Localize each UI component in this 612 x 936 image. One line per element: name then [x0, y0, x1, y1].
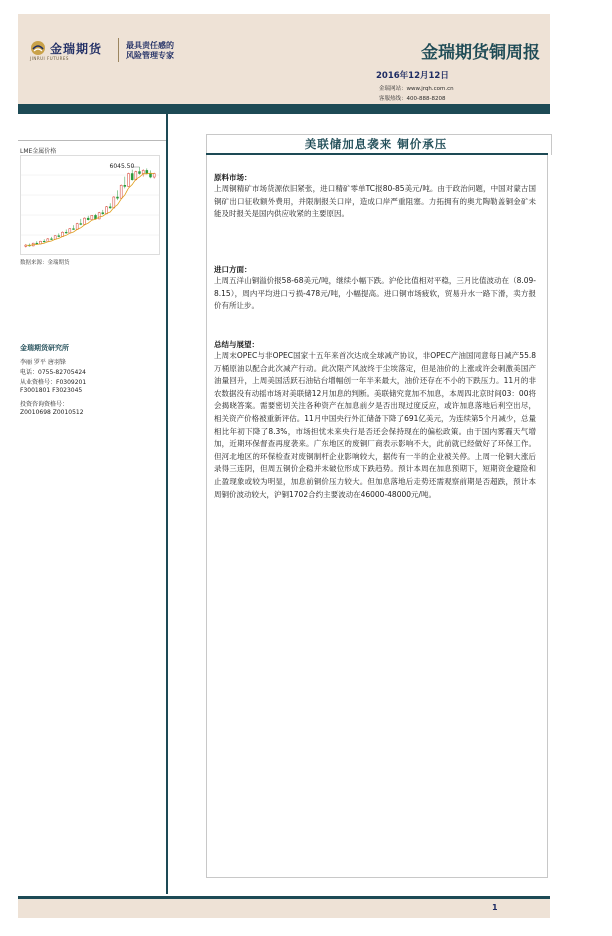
- candle-body: [131, 174, 133, 180]
- sidebar-divider: [18, 140, 166, 141]
- slogan-line-2: 风险管理专家: [126, 51, 174, 60]
- chart-frame: [21, 156, 160, 255]
- candle-body: [58, 236, 60, 237]
- candle-body: [109, 207, 111, 208]
- price-chart: [20, 155, 160, 255]
- advisory-license-number: Z0010698 Z0010512: [20, 409, 84, 416]
- candle-body: [72, 229, 74, 230]
- candle-body: [91, 215, 93, 219]
- candle-body: [142, 170, 144, 173]
- candle-body: [80, 224, 82, 225]
- report-title: 金瑞期货铜周报: [421, 43, 540, 63]
- footer-bar: [18, 896, 550, 918]
- section-body-raw-materials: 上周铜精矿市场货源依旧紧张，进口精矿零单TC报80-85美元/吨。由于政治问题，中国对蒙古国铜矿出口征收额外费用，并限制报关口岸，造成口岸严重阻塞。力拓拥有的奥尤陶勒盖铜金矿未能及时报关是国内供应收紧的主要原因。: [214, 184, 536, 219]
- article-body-box: [206, 154, 548, 878]
- chart-moving-average-line: [26, 173, 154, 245]
- hotline-text: 客服热线：400-888-8208: [379, 96, 446, 102]
- candle-body: [65, 232, 67, 233]
- section-body-imports: 上周五洋山铜溢价报58-68美元/吨，继续小幅下跌。沪伦比值相对平稳，三月比值波动在（8.09-8.15），周内平均进口亏损-478元/吨，小幅提高。进口铜市场疲软，贸易升水一路下滑，卖方报价有所让步。: [214, 276, 536, 311]
- chart-source: 数据来源：金瑞期货: [20, 260, 70, 266]
- contact-phone: 电话：0755-82705424: [20, 369, 86, 376]
- candle-body: [153, 174, 155, 178]
- candle-body: [105, 207, 107, 214]
- company-logo-icon: [30, 40, 46, 56]
- candle-body: [102, 213, 104, 214]
- logo-divider: [118, 38, 119, 62]
- candle-body: [69, 229, 71, 233]
- company-name-english: JINRUI FUTURES: [30, 56, 69, 61]
- candle-body: [36, 243, 38, 244]
- candle-body: [138, 172, 140, 174]
- footer-stripe: [18, 896, 550, 899]
- header-divider-bar: [18, 104, 550, 114]
- section-body-outlook: 上周末OPEC与非OPEC国家十五年来首次达成全球减产协议，非OPEC产油国同意每日减产55.8万桶原油以配合此次减产行动。此次限产风波终于尘埃落定，但是油价的上涨或许会刺激美国产油量回升，上周美国活跃石油钻台增幅创一年半来最大，油价还存在不小的下跌压力。11月的非农数据没有动摇市场对美联储12月加息的判断。美联储究竟加不加息，本周四北京时间03：00将会揭晓答案。需要密切关注各种资产在加息前夕是否出现过度反应，或许加息落地后利空出尽，相关资产价格被重新评估。11月中国央行外汇储备下降了691亿美元，为连续第5个月减少，总量相比年初下降了8.3%，市场担忧未来央行是否还会保持现在的偏松政策。由于国内雾霾天气增加，近期环保督查再度袭来。广东地区的废铜厂商表示影响不大，此前就已经做好了环保工作。但河北地区的环保检查对废铜制杆企业影响较大，据传有一半的企业被关停。上周一伦铜大涨后录得三连阴，但周五铜价企稳并未破位形成下跌趋势。预计本周在加息预期下，短期资金避险和止盈现象或较为明显，加息前铜价压力较大。但加息落地后走势还需观察前期是否超跌，预计本周铜价波动较大，沪铜1702合约主要波动在46000-48000元/吨。: [214, 351, 536, 499]
- candle-body: [127, 174, 129, 187]
- section-heading-outlook: 总结与展望：: [214, 340, 259, 349]
- candle-body: [43, 241, 45, 242]
- article-title-underline: [206, 153, 548, 155]
- candle-body: [149, 174, 151, 178]
- company-name: 金瑞期货: [50, 42, 103, 56]
- page-number: 1: [492, 903, 498, 912]
- candle-body: [113, 197, 115, 208]
- candle-body: [116, 197, 118, 198]
- section-heading-raw-materials: 原料市场：: [214, 173, 252, 182]
- candle-body: [98, 213, 100, 219]
- candle-body: [47, 239, 49, 242]
- candle-body: [124, 185, 126, 186]
- report-date: 2016年12月12日: [376, 71, 449, 81]
- candle-body: [76, 224, 78, 230]
- article-title: 美联储加息袭来 铜价承压: [304, 137, 448, 151]
- slogan-line-1: 最具责任感的: [126, 41, 174, 50]
- license-number: 从业资格号：F0309201: [20, 379, 87, 386]
- advisory-license-label: 投资咨询资格号：: [20, 401, 69, 408]
- chart-grid: [20, 156, 160, 255]
- website-link[interactable]: 金瑞网站：www.jrqh.com.cn: [379, 86, 454, 92]
- chart-label: LME金属价格: [20, 148, 57, 155]
- candle-body: [94, 215, 96, 219]
- institute-name: 金瑞期货研究所: [20, 344, 69, 352]
- column-divider: [166, 114, 168, 894]
- candle-body: [50, 239, 52, 240]
- section-heading-imports: 进口方面：: [214, 265, 252, 274]
- license-number-cont: F3001801 F3023045: [20, 387, 83, 394]
- candle-body: [83, 218, 85, 224]
- candle-body: [146, 170, 148, 173]
- chart-annotation: 6045.50: [109, 163, 135, 170]
- analyst-names: 李丽 罗平 唐羽锋: [20, 359, 66, 366]
- candle-body: [87, 218, 89, 220]
- candle-body: [120, 185, 122, 198]
